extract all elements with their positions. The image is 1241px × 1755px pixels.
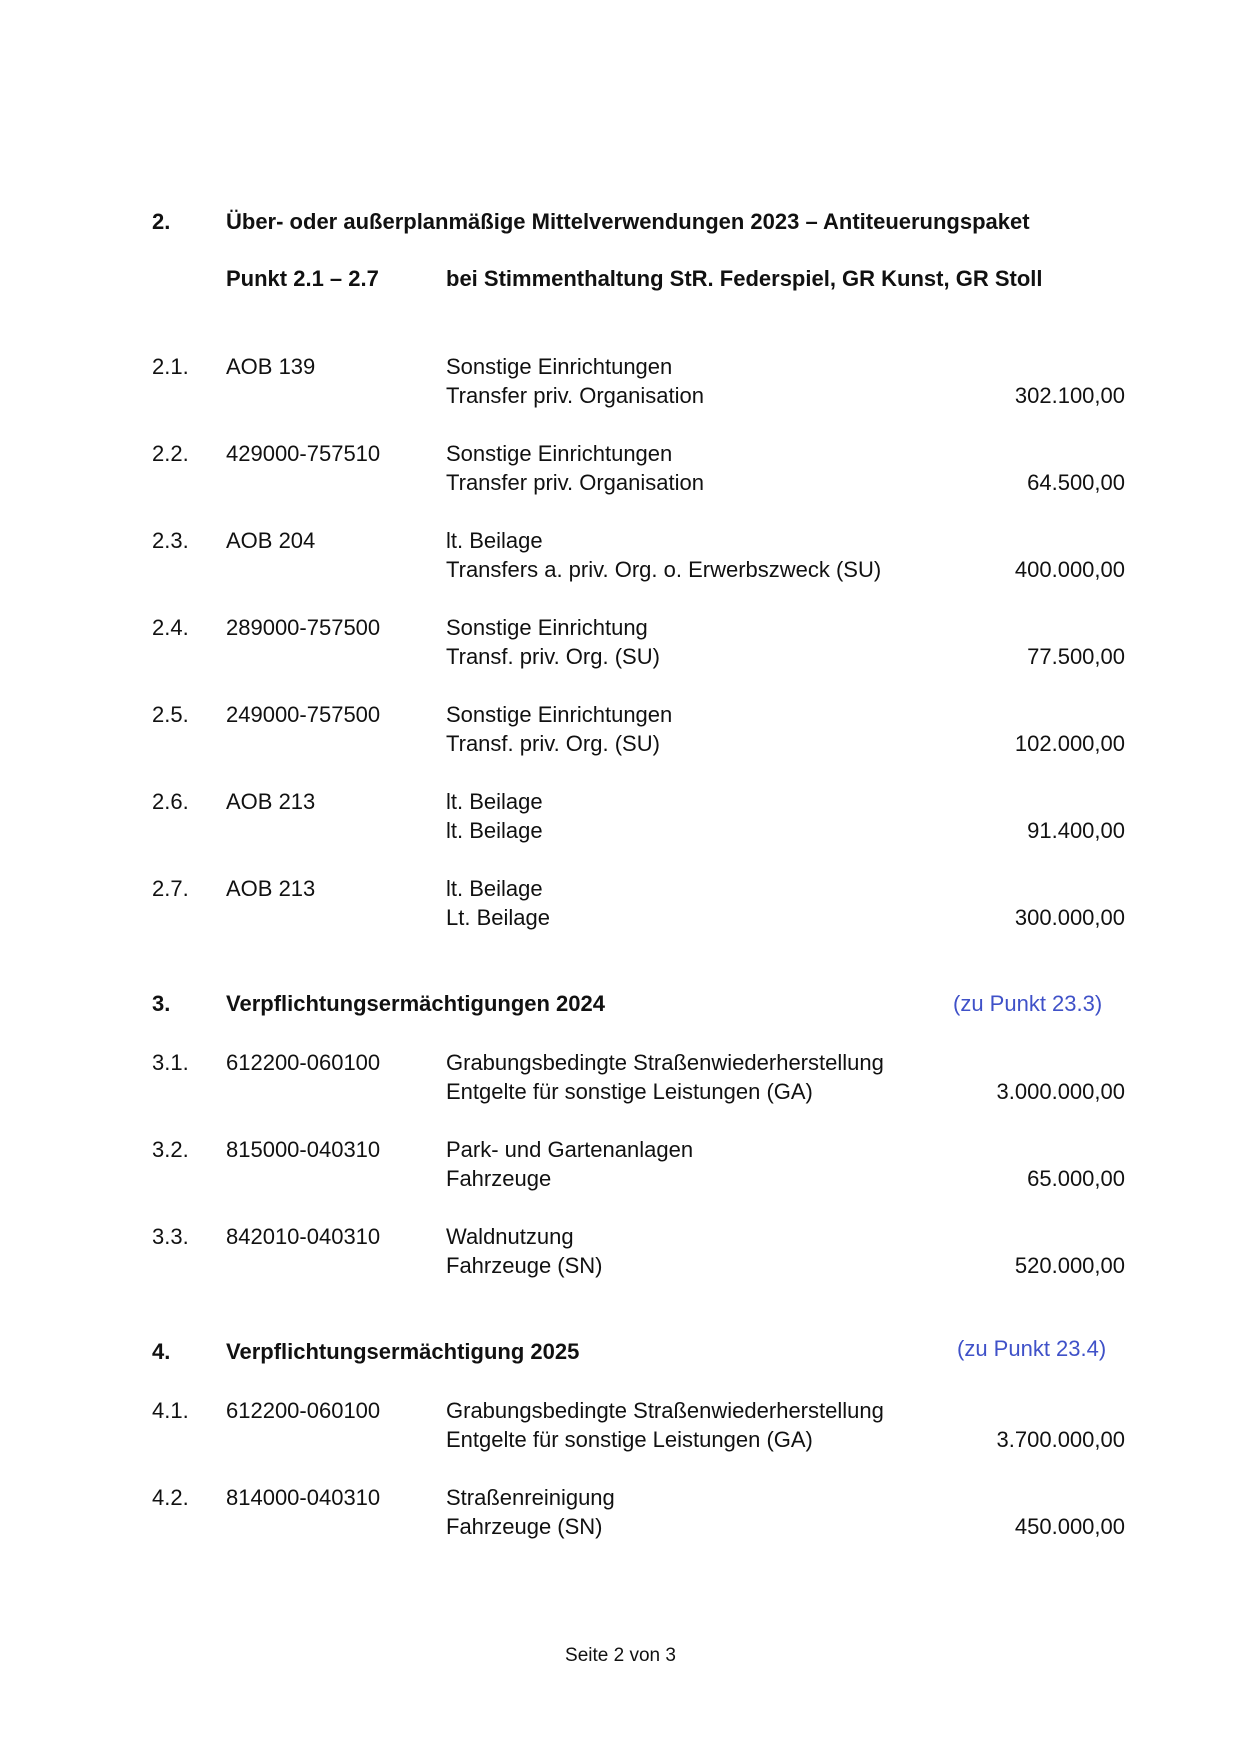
item-description-2: Lt. Beilage [446,905,550,930]
item-description-2: Transfer priv. Organisation [446,470,704,495]
item-description-1: Sonstige Einrichtungen [446,354,673,379]
item-description-1: Grabungsbedingte Straßenwiederherstellung [446,1398,884,1423]
item-description-1: lt. Beilage [446,528,543,553]
section-3-title: Verpflichtungsermächtigungen 2024 [226,991,605,1016]
item-code: AOB 139 [226,354,316,379]
item-amount: 520.000,00 [1014,1253,1125,1278]
item-amount: 400.000,00 [1014,557,1125,582]
item-amount: 300.000,00 [1014,905,1125,930]
item-description-2: Transf. priv. Org. (SU) [446,731,660,756]
item-description-1: lt. Beilage [446,876,543,901]
item-code: 289000-757500 [226,615,381,640]
item-number: 2.3. [152,528,189,553]
section-2-number: 2. [152,209,171,234]
item-description-2: lt. Beilage [446,818,543,843]
item-number: 2.6. [152,789,189,814]
item-description-1: Grabungsbedingte Straßenwiederherstellung [446,1050,884,1075]
item-number: 2.4. [152,615,189,640]
item-description-1: Park- und Gartenanlagen [446,1137,694,1162]
item-amount: 3.700.000,00 [996,1427,1125,1452]
item-number: 2.2. [152,441,189,466]
item-description-2: Transfers a. priv. Org. o. Erwerbszweck (SU) [446,557,882,582]
item-description-2: Fahrzeuge (SN) [446,1514,603,1539]
item-description-2: Entgelte für sonstige Leistungen (GA) [446,1079,813,1104]
item-code: AOB 213 [226,789,316,814]
item-amount: 77.500,00 [1027,644,1125,669]
item-number: 4.1. [152,1398,189,1423]
item-amount: 65.000,00 [1027,1166,1125,1191]
item-description-2: Fahrzeuge (SN) [446,1253,603,1278]
item-amount: 91.400,00 [1027,818,1125,843]
item-code: AOB 213 [226,876,316,901]
section-2-sub-text: bei Stimmenthaltung StR. Federspiel, GR Kunst, GR Stoll [446,266,1043,291]
section-3-number: 3. [152,991,171,1016]
item-code: 612200-060100 [226,1398,381,1423]
section-4-number: 4. [152,1339,171,1364]
item-code: 612200-060100 [226,1050,381,1075]
item-description-2: Entgelte für sonstige Leistungen (GA) [446,1427,813,1452]
item-code: 842010-040310 [226,1224,381,1249]
item-amount: 3.000.000,00 [996,1079,1125,1104]
item-description-1: Waldnutzung [446,1224,574,1249]
item-description-1: Sonstige Einrichtungen [446,702,673,727]
item-number: 2.1. [152,354,189,379]
item-description-2: Transfer priv. Organisation [446,383,704,408]
section-3-reference: (zu Punkt 23.3) [953,991,1103,1016]
item-number: 3.1. [152,1050,189,1075]
section-4-reference: (zu Punkt 23.4) [957,1336,1107,1361]
page-number: Seite 2 von 3 [565,1645,676,1666]
item-description-2: Fahrzeuge [446,1166,552,1191]
item-description-1: Straßenreinigung [446,1485,615,1510]
item-description-1: Sonstige Einrichtungen [446,441,673,466]
item-code: 249000-757500 [226,702,381,727]
item-code: 429000-757510 [226,441,381,466]
item-description-1: Sonstige Einrichtung [446,615,648,640]
item-code: 814000-040310 [226,1485,381,1510]
item-amount: 450.000,00 [1014,1514,1125,1539]
item-number: 3.3. [152,1224,189,1249]
section-2-title: Über- oder außerplanmäßige Mittelverwendungen 2023 – Antiteuerungspaket [226,209,1030,234]
item-amount: 302.100,00 [1014,383,1125,408]
item-number: 2.7. [152,876,189,901]
item-code: AOB 204 [226,528,316,553]
item-amount: 102.000,00 [1014,731,1125,756]
item-description-2: Transf. priv. Org. (SU) [446,644,660,669]
section-4-title: Verpflichtungsermächtigung 2025 [226,1339,580,1364]
item-number: 4.2. [152,1485,189,1510]
item-amount: 64.500,00 [1027,470,1125,495]
item-number: 2.5. [152,702,189,727]
item-number: 3.2. [152,1137,189,1162]
section-2-sub-label: Punkt 2.1 – 2.7 [226,266,379,291]
item-code: 815000-040310 [226,1137,381,1162]
item-description-1: lt. Beilage [446,789,543,814]
